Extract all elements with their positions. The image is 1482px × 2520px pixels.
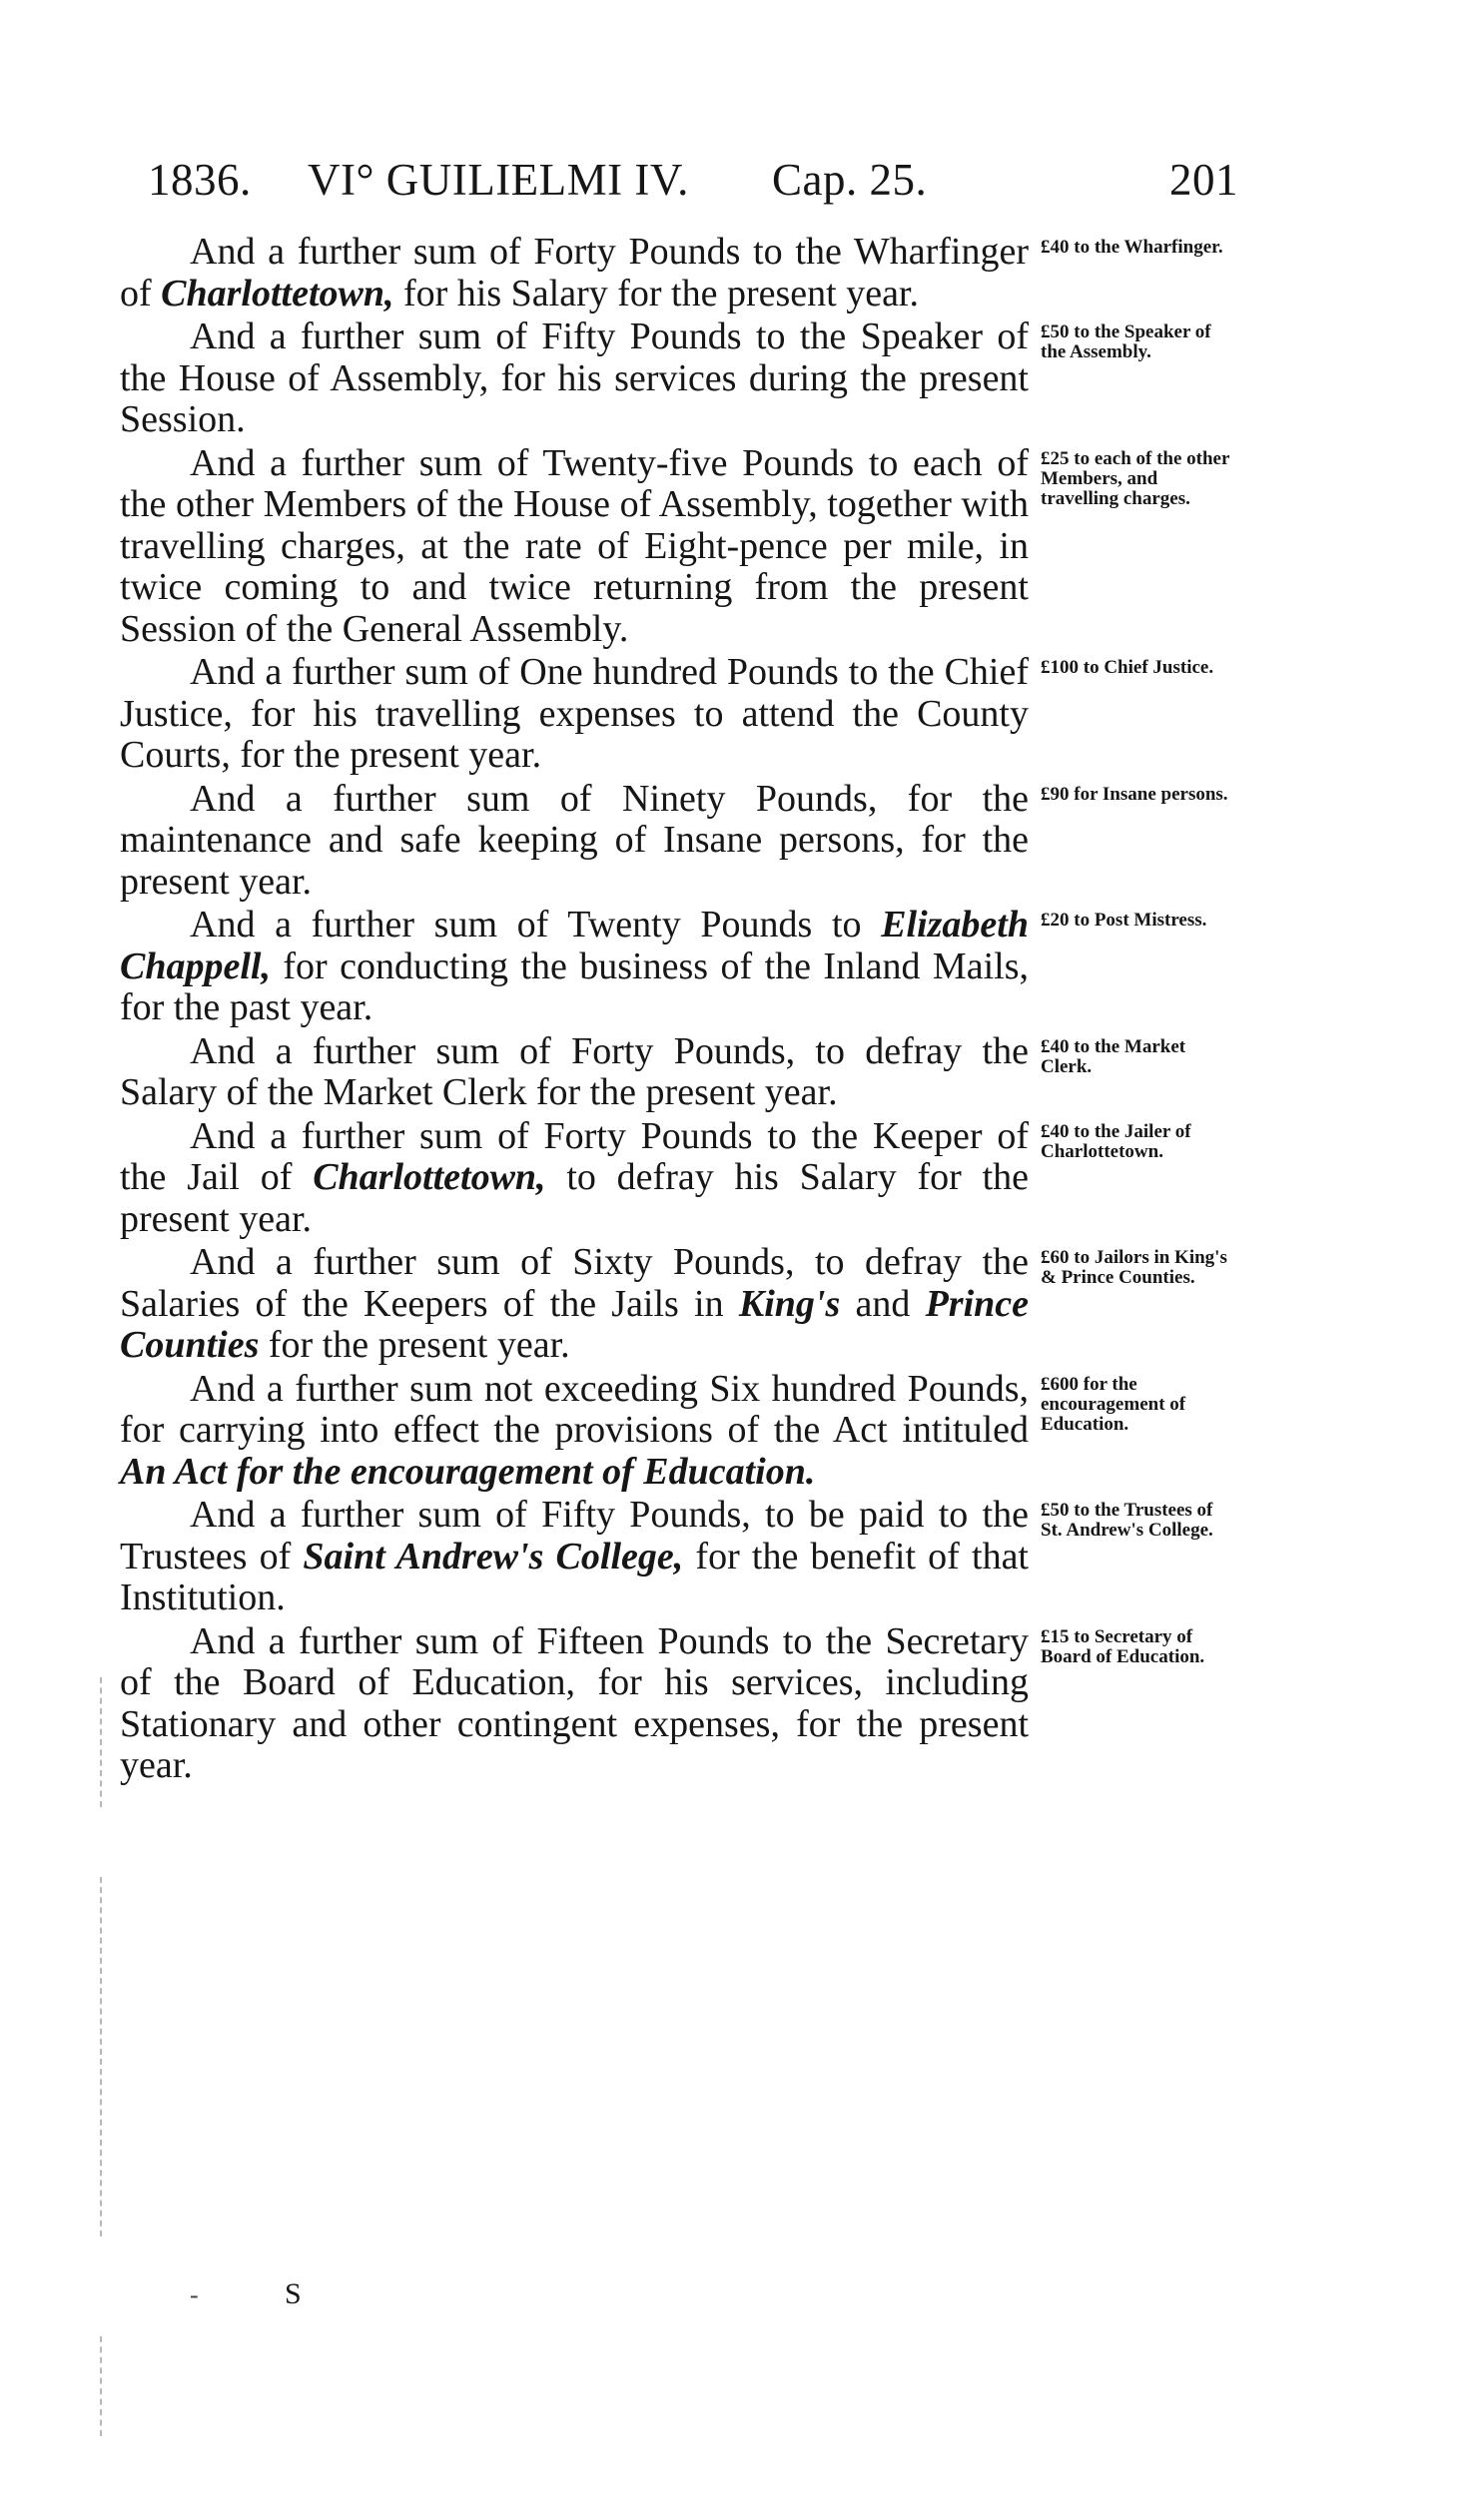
body-text	[120, 232, 1029, 1789]
paragraph-wharfinger: And a further sum of Forty Pounds to the Wharfinger of Charlottetown, for his Salary for the present year.	[120, 231, 1029, 315]
margin-note-market-clerk: £40 to the Market Clerk.	[1041, 1036, 1186, 1077]
margin-rule	[100, 2336, 102, 2436]
margin-rule	[100, 1877, 102, 2236]
margin-note-jailer: £40 to the Jailer of Charlottetown.	[1041, 1121, 1191, 1162]
signature-mark: S	[285, 2277, 302, 2310]
header-title: VI° GUILIELMI IV.	[308, 155, 689, 205]
header-chapter: Cap. 25.	[772, 155, 928, 205]
margin-note-education: £600 for the encouragement of Education.	[1041, 1374, 1186, 1435]
margin-note-jailors-counties: £60 to Jailors in King's & Prince Counties.	[1041, 1247, 1227, 1288]
paragraph-chief-justice: And a further sum of One hundred Pounds to the Chief Justice, for his travelling expenses to attend the County Courts, for the present year.	[120, 651, 1029, 776]
page-number: 201	[1169, 155, 1238, 205]
margin-note-members: £25 to each of the other Members, and travelling charges.	[1041, 448, 1230, 509]
margin-note-insane: £90 for Insane persons.	[1041, 784, 1228, 805]
paragraph-secretary: And a further sum of Fifteen Pounds to the Secretary of the Board of Education, for his services, including Stationary and other contingent expenses, for the present year.	[120, 1619, 1029, 1786]
margin-note-speaker: £50 to the Speaker of the Assembly.	[1041, 321, 1211, 362]
margin-note-secretary: £15 to Secretary of Board of Education.	[1041, 1626, 1205, 1667]
paragraph-market-clerk: And a further sum of Forty Pounds, to defray the Salary of the Market Clerk for the present year.	[120, 1029, 1029, 1113]
paragraph-insane: And a further sum of Ninety Pounds, for the maintenance and safe keeping of Insane persons, for the present year.	[120, 777, 1029, 903]
paragraph-members: And a further sum of Twenty-five Pounds to each of the other Members of the House of Assembly, together with travelling charges, at the rate of Eight-pence per mile, in twice coming to and twice returning from the present Session of the General Assembly.	[120, 441, 1029, 650]
header-year: 1836.	[148, 155, 252, 205]
margin-note-chief-justice: £100 to Chief Justice.	[1041, 657, 1214, 678]
paragraph-speaker: And a further sum of Fifty Pounds to the Speaker of the House of Assembly, for his services during the present Session.	[120, 315, 1029, 440]
paragraph-jailors-counties: And a further sum of Sixty Pounds, to defray the Salaries of the Keepers of the Jails in King's and Prince Counties for the present year.	[120, 1241, 1030, 1366]
paragraph-education: And a further sum not exceeding Six hundred Pounds, for carrying into effect the provisions of the Act intituled An Act for the encouragement of Education.	[120, 1367, 1029, 1493]
margin-note-st-andrews: £50 to the Trustees of St. Andrew's College.	[1041, 1500, 1213, 1541]
margin-rule	[100, 1677, 102, 1807]
paragraph-post-mistress: And a further sum of Twenty Pounds to Elizabeth Chappell, for conducting the business of the Inland Mails, for the past year.	[120, 904, 1029, 1028]
paragraph-jailer: And a further sum of Forty Pounds to the Keeper of the Jail of Charlottetown, to defray his Salary for the present year.	[120, 1114, 1029, 1240]
margin-note-wharfinger: £40 to the Wharfinger.	[1041, 237, 1223, 258]
running-header	[148, 150, 1238, 210]
margin-note-post-mistress: £20 to Post Mistress.	[1041, 910, 1207, 931]
paragraph-st-andrews: And a further sum of Fifty Pounds, to be paid to the Trustees of Saint Andrew's College, for the benefit of that Institution.	[120, 1494, 1029, 1618]
footer-left-mark: -	[190, 2280, 199, 2309]
